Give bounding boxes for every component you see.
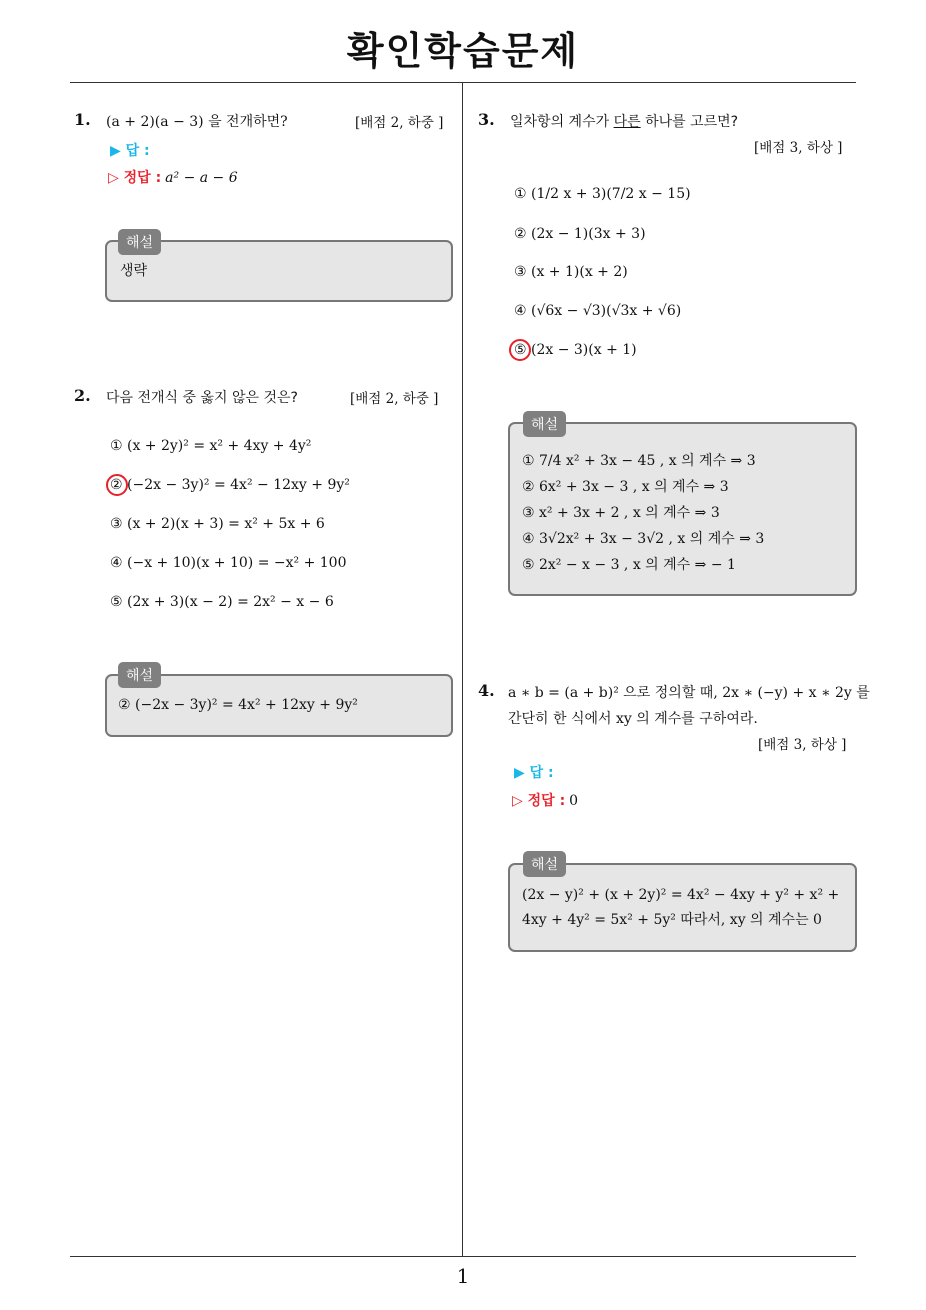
- column-divider: [462, 82, 463, 1257]
- question-text-line-1: a ∗ b = (a + b)² 으로 정의할 때, 2x ∗ (−y) + x ∗ 2y 를: [508, 685, 870, 701]
- question-text: 다음 전개식 중 옳지 않은 것은?: [106, 390, 298, 406]
- question-number: 3.: [478, 110, 495, 129]
- explanation-text: 생략: [120, 263, 148, 279]
- page-title: 확인학습문제: [346, 29, 580, 73]
- question-number: 2.: [74, 386, 91, 405]
- score-tag: [배점 2, 하중 ]: [355, 115, 444, 131]
- explanation-label: 해설: [523, 851, 566, 877]
- explanation-line-4: ④ 3√2x² + 3x − 3√2 , x 의 계수 ⇒ 3: [522, 531, 765, 547]
- question-text-line-2: 간단히 한 식에서 xy 의 계수를 구하여라.: [508, 711, 758, 727]
- question-number: 4.: [478, 681, 495, 700]
- bottom-divider: [70, 1256, 856, 1257]
- explanation-line-2: ② 6x² + 3x − 3 , x 의 계수 ⇒ 3: [522, 479, 729, 495]
- explanation-text: ② (−2x − 3y)² = 4x² + 12xy + 9y²: [118, 697, 358, 713]
- option-4: ④ (−x + 10)(x + 10) = −x² + 100: [110, 555, 347, 571]
- explanation-line-5: ⑤ 2x² − x − 3 , x 의 계수 ⇒ − 1: [522, 557, 736, 573]
- question-text: (a + 2)(a − 3) 을 전개하면?: [106, 114, 288, 130]
- correct-value: a² − a − 6: [165, 170, 238, 186]
- correct-answer: [512, 790, 578, 810]
- question-text-part: 하나를 고르면?: [640, 114, 739, 130]
- question-text-part: 일차항의 계수가: [510, 114, 614, 130]
- question-number: 1.: [74, 110, 91, 129]
- top-divider: [70, 82, 856, 83]
- score-tag: [배점 3, 하상 ]: [758, 737, 847, 753]
- score-tag: [배점 2, 하중 ]: [350, 391, 439, 407]
- explanation-line-2: 4xy + 4y² = 5x² + 5y² 따라서, xy 의 계수는 0: [522, 912, 822, 928]
- answer-label: ▶ 답 :: [514, 765, 554, 781]
- explanation-line-1: (2x − y)² + (x + 2y)² = 4x² − 4xy + y² + x² +: [522, 887, 840, 903]
- question-text: [510, 111, 738, 131]
- option-4: ④ (√6x − √3)(√3x + √6): [514, 303, 682, 319]
- explanation-label: 해설: [523, 411, 566, 437]
- option-2: ② (2x − 1)(3x + 3): [514, 226, 646, 242]
- option-3: ③ (x + 2)(x + 3) = x² + 5x + 6: [110, 516, 325, 532]
- explanation-line-1: ① 7/4 x² + 3x − 45 , x 의 계수 ⇒ 3: [522, 453, 756, 469]
- correct-value: 0: [569, 793, 579, 809]
- option-3: ③ (x + 1)(x + 2): [514, 264, 628, 280]
- explanation-label: 해설: [118, 662, 161, 688]
- correct-label: ▷ 정답 :: [108, 170, 162, 186]
- page-number: 1: [456, 1264, 470, 1288]
- answer-label: ▶ 답 :: [110, 143, 150, 159]
- option-1: ① (x + 2y)² = x² + 4xy + 4y²: [110, 438, 312, 454]
- option-5: ⑤ (2x + 3)(x − 2) = 2x² − x − 6: [110, 594, 334, 610]
- option-1: ① (1/2 x + 3)(7/2 x − 15): [514, 186, 691, 202]
- correct-answer: [108, 167, 238, 187]
- question-text-underlined: 다른: [613, 114, 641, 130]
- option-2: ② (−2x − 3y)² = 4x² − 12xy + 9y²: [110, 477, 350, 493]
- correct-label: ▷ 정답 :: [512, 793, 566, 809]
- explanation-label: 해설: [118, 229, 161, 255]
- explanation-line-3: ③ x² + 3x + 2 , x 의 계수 ⇒ 3: [522, 505, 720, 521]
- score-tag: [배점 3, 하상 ]: [754, 140, 843, 156]
- option-5: ⑤ (2x − 3)(x + 1): [514, 342, 637, 358]
